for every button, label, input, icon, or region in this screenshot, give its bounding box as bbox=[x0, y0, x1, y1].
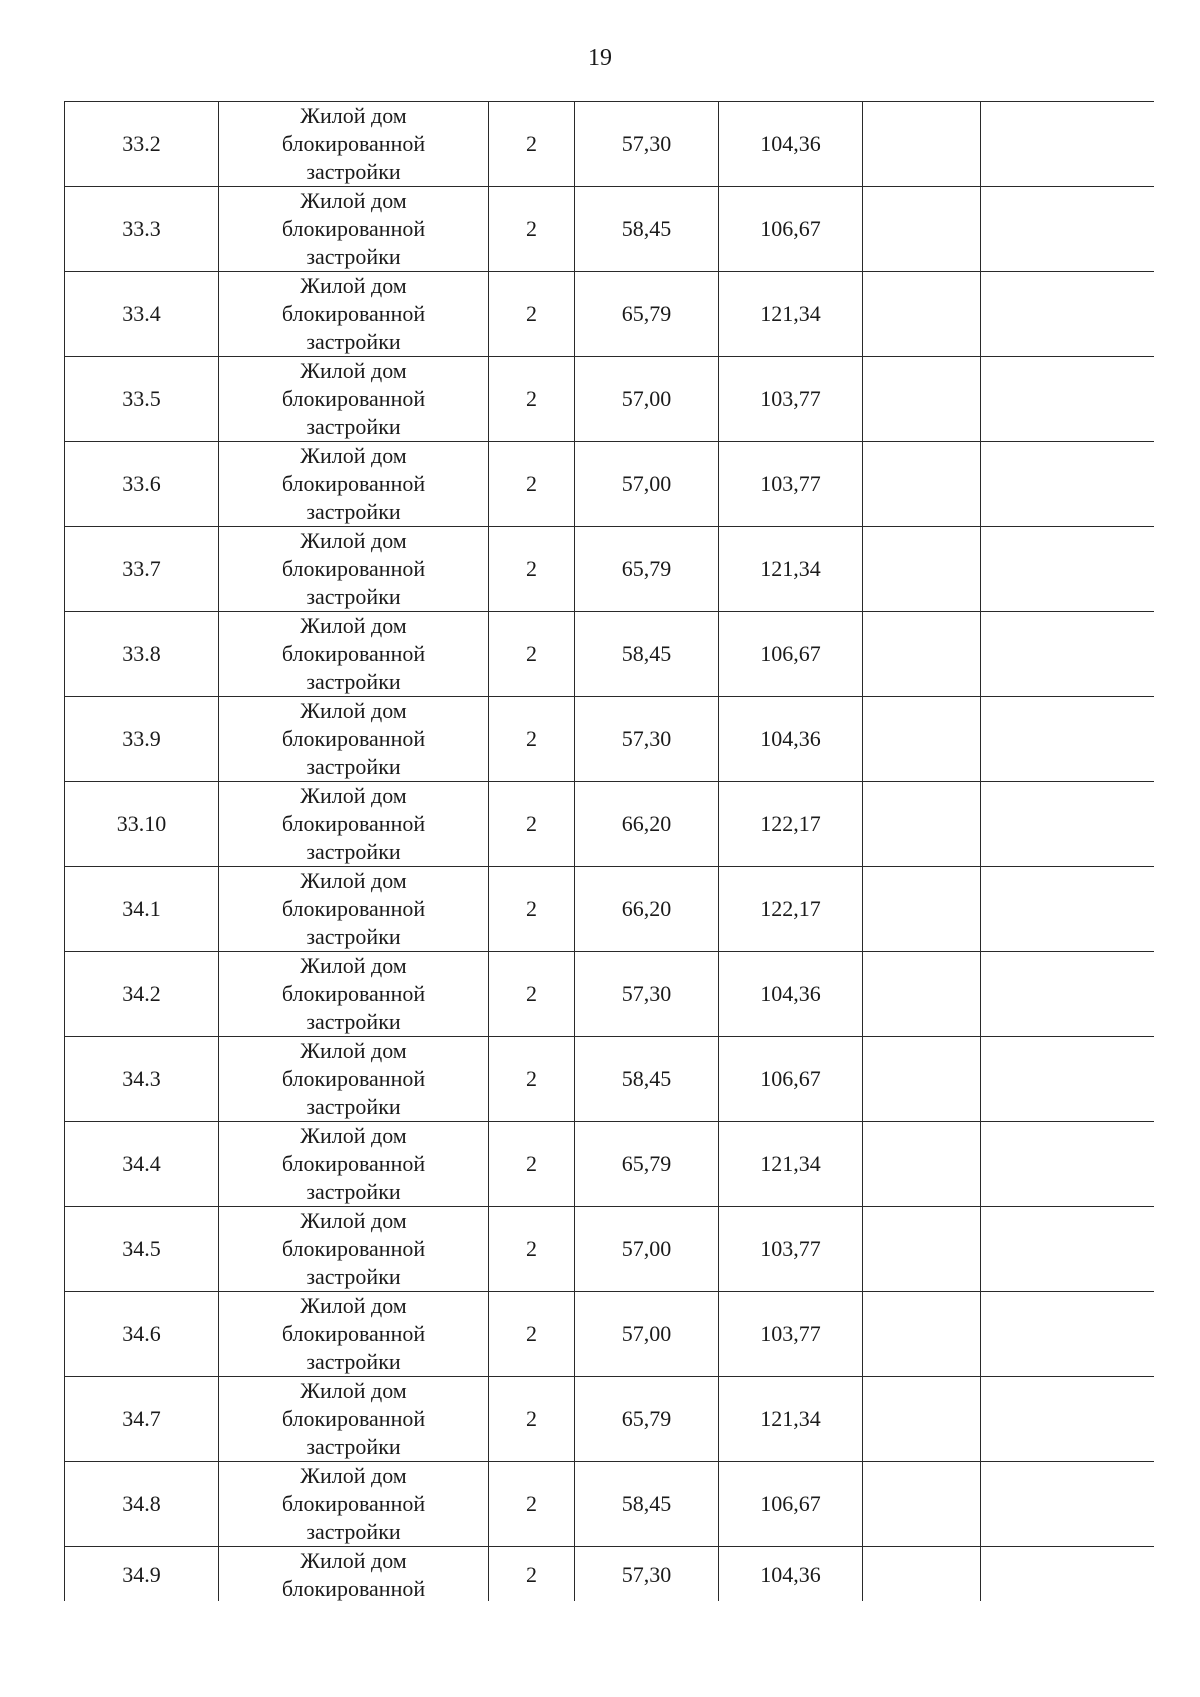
cell-area-1: 66,20 bbox=[575, 867, 719, 952]
cell-empty-6 bbox=[863, 1547, 981, 1602]
cell-number: 33.5 bbox=[65, 357, 219, 442]
cell-area-1: 57,00 bbox=[575, 357, 719, 442]
cell-empty-7 bbox=[981, 187, 1155, 272]
cell-empty-6 bbox=[863, 1377, 981, 1462]
table-row bbox=[65, 357, 1155, 442]
cell-number: 34.8 bbox=[65, 1462, 219, 1547]
cell-empty-7 bbox=[981, 1207, 1155, 1292]
cell-floors: 2 bbox=[489, 612, 575, 697]
cell-empty-6 bbox=[863, 612, 981, 697]
cell-empty-6 bbox=[863, 1292, 981, 1377]
object-name-line: блокированной bbox=[281, 471, 426, 496]
cell-object-name bbox=[219, 697, 489, 782]
cell-empty-7 bbox=[981, 1547, 1155, 1602]
cell-area-1: 65,79 bbox=[575, 272, 719, 357]
object-name-line: Жилой дом bbox=[300, 273, 407, 298]
cell-area-1: 58,45 bbox=[575, 612, 719, 697]
cell-object-name bbox=[219, 782, 489, 867]
page-number: 19 bbox=[588, 45, 612, 71]
cell-area-2: 122,17 bbox=[719, 782, 863, 867]
cell-area-2: 121,34 bbox=[719, 1377, 863, 1462]
object-name-line: застройки bbox=[306, 584, 401, 609]
object-name-line: блокированной bbox=[281, 1151, 426, 1176]
cell-floors: 2 bbox=[489, 1547, 575, 1602]
cell-area-2: 106,67 bbox=[719, 1462, 863, 1547]
object-name-line: Жилой дом bbox=[300, 1378, 407, 1403]
cell-empty-6 bbox=[863, 187, 981, 272]
object-name-line: застройки bbox=[306, 1434, 401, 1459]
cell-area-1: 57,00 bbox=[575, 1292, 719, 1377]
cell-area-2: 103,77 bbox=[719, 442, 863, 527]
cell-empty-6 bbox=[863, 1207, 981, 1292]
cell-empty-7 bbox=[981, 1037, 1155, 1122]
cell-number: 34.9 bbox=[65, 1547, 219, 1602]
cell-area-2: 121,34 bbox=[719, 1122, 863, 1207]
object-name-line: блокированной bbox=[281, 1406, 426, 1431]
cell-object-name bbox=[219, 187, 489, 272]
cell-area-2: 122,17 bbox=[719, 867, 863, 952]
table-row bbox=[65, 442, 1155, 527]
cell-area-1: 57,30 bbox=[575, 102, 719, 187]
cell-area-2: 106,67 bbox=[719, 1037, 863, 1122]
cell-number: 34.4 bbox=[65, 1122, 219, 1207]
cell-floors: 2 bbox=[489, 867, 575, 952]
object-name-line: блокированной bbox=[281, 301, 426, 326]
object-name-line: блокированной bbox=[281, 1491, 426, 1516]
cell-area-2: 104,36 bbox=[719, 1547, 863, 1602]
object-name-line: блокированной bbox=[281, 216, 426, 241]
table-row bbox=[65, 1547, 1155, 1602]
cell-area-1: 65,79 bbox=[575, 1377, 719, 1462]
cell-number: 34.2 bbox=[65, 952, 219, 1037]
table-row bbox=[65, 187, 1155, 272]
cell-object-name bbox=[219, 527, 489, 612]
object-name-line: застройки bbox=[306, 499, 401, 524]
object-name-line: застройки bbox=[306, 839, 401, 864]
table-row bbox=[65, 527, 1155, 612]
object-name-line: блокированной bbox=[281, 811, 426, 836]
cell-empty-6 bbox=[863, 527, 981, 612]
cell-empty-6 bbox=[863, 442, 981, 527]
object-name-line: застройки bbox=[306, 1264, 401, 1289]
cell-area-1: 65,79 bbox=[575, 1122, 719, 1207]
object-name-line: застройки bbox=[306, 1009, 401, 1034]
cell-object-name bbox=[219, 1547, 489, 1602]
cell-object-name bbox=[219, 1292, 489, 1377]
cell-area-1: 57,00 bbox=[575, 1207, 719, 1292]
cell-empty-6 bbox=[863, 952, 981, 1037]
object-name-line: блокированной bbox=[281, 131, 426, 156]
object-name-line: застройки bbox=[306, 1094, 401, 1119]
object-name-line: блокированной bbox=[281, 896, 426, 921]
cell-object-name bbox=[219, 272, 489, 357]
table-body bbox=[65, 102, 1155, 1602]
cell-number: 34.1 bbox=[65, 867, 219, 952]
cell-number: 34.7 bbox=[65, 1377, 219, 1462]
cell-floors: 2 bbox=[489, 102, 575, 187]
cell-empty-7 bbox=[981, 102, 1155, 187]
cell-empty-7 bbox=[981, 952, 1155, 1037]
object-name-line: блокированной bbox=[281, 981, 426, 1006]
cell-area-1: 58,45 bbox=[575, 1037, 719, 1122]
table-row bbox=[65, 782, 1155, 867]
table-row bbox=[65, 1122, 1155, 1207]
object-name-line: Жилой дом bbox=[300, 1463, 407, 1488]
table-row bbox=[65, 697, 1155, 782]
cell-area-1: 57,30 bbox=[575, 697, 719, 782]
object-name-line: застройки bbox=[306, 329, 401, 354]
cell-empty-7 bbox=[981, 782, 1155, 867]
cell-empty-7 bbox=[981, 442, 1155, 527]
object-name-line: блокированной bbox=[281, 556, 426, 581]
object-name-line: застройки bbox=[306, 1349, 401, 1374]
object-name-line: Жилой дом bbox=[300, 1208, 407, 1233]
cell-area-2: 104,36 bbox=[719, 952, 863, 1037]
object-name-line: застройки bbox=[306, 244, 401, 269]
buildings-table bbox=[64, 101, 1154, 1601]
cell-number: 33.2 bbox=[65, 102, 219, 187]
cell-area-2: 103,77 bbox=[719, 1292, 863, 1377]
object-name-line: Жилой дом bbox=[300, 528, 407, 553]
cell-empty-7 bbox=[981, 1122, 1155, 1207]
cell-object-name bbox=[219, 1122, 489, 1207]
object-name-line: Жилой дом bbox=[300, 698, 407, 723]
cell-area-1: 57,30 bbox=[575, 952, 719, 1037]
object-name-line: Жилой дом bbox=[300, 1548, 407, 1573]
cell-object-name bbox=[219, 952, 489, 1037]
cell-area-2: 121,34 bbox=[719, 272, 863, 357]
cell-floors: 2 bbox=[489, 527, 575, 612]
cell-object-name bbox=[219, 1037, 489, 1122]
table-row bbox=[65, 952, 1155, 1037]
cell-empty-7 bbox=[981, 272, 1155, 357]
object-name-line: Жилой дом bbox=[300, 443, 407, 468]
cell-area-1: 57,30 bbox=[575, 1547, 719, 1602]
cell-object-name bbox=[219, 102, 489, 187]
cell-number: 33.6 bbox=[65, 442, 219, 527]
cell-empty-6 bbox=[863, 1462, 981, 1547]
cell-floors: 2 bbox=[489, 1207, 575, 1292]
object-name-line: Жилой дом bbox=[300, 613, 407, 638]
object-name-line: блокированной bbox=[281, 1321, 426, 1346]
cell-empty-7 bbox=[981, 1377, 1155, 1462]
object-name-line: блокированной bbox=[281, 726, 426, 751]
cell-number: 33.3 bbox=[65, 187, 219, 272]
cell-number: 33.4 bbox=[65, 272, 219, 357]
table-row bbox=[65, 612, 1155, 697]
cell-area-1: 58,45 bbox=[575, 1462, 719, 1547]
object-name-line: блокированной bbox=[281, 1066, 426, 1091]
cell-floors: 2 bbox=[489, 782, 575, 867]
cell-empty-6 bbox=[863, 782, 981, 867]
table-row bbox=[65, 1207, 1155, 1292]
cell-floors: 2 bbox=[489, 697, 575, 782]
cell-floors: 2 bbox=[489, 272, 575, 357]
cell-object-name bbox=[219, 1377, 489, 1462]
object-name-line: Жилой дом bbox=[300, 1293, 407, 1318]
cell-area-1: 65,79 bbox=[575, 527, 719, 612]
cell-empty-7 bbox=[981, 697, 1155, 782]
cell-area-2: 103,77 bbox=[719, 1207, 863, 1292]
cell-object-name bbox=[219, 612, 489, 697]
table-row bbox=[65, 1037, 1155, 1122]
cell-empty-6 bbox=[863, 697, 981, 782]
cell-empty-6 bbox=[863, 102, 981, 187]
cell-number: 33.9 bbox=[65, 697, 219, 782]
object-name-line: застройки bbox=[306, 1179, 401, 1204]
object-name-line: Жилой дом bbox=[300, 868, 407, 893]
cell-empty-7 bbox=[981, 612, 1155, 697]
table-row bbox=[65, 1462, 1155, 1547]
object-name-line: Жилой дом bbox=[300, 1123, 407, 1148]
buildings-table-wrapper bbox=[64, 101, 1154, 1601]
table-row bbox=[65, 102, 1155, 187]
cell-number: 34.3 bbox=[65, 1037, 219, 1122]
cell-number: 33.7 bbox=[65, 527, 219, 612]
cell-floors: 2 bbox=[489, 1122, 575, 1207]
object-name-line: Жилой дом bbox=[300, 1038, 407, 1063]
object-name-line: Жилой дом bbox=[300, 783, 407, 808]
cell-floors: 2 bbox=[489, 187, 575, 272]
object-name-line: застройки bbox=[306, 414, 401, 439]
cell-object-name bbox=[219, 1207, 489, 1292]
cell-area-2: 104,36 bbox=[719, 697, 863, 782]
object-name-line: Жилой дом bbox=[300, 103, 407, 128]
object-name-line: Жилой дом bbox=[300, 188, 407, 213]
cell-empty-6 bbox=[863, 272, 981, 357]
object-name-line: Жилой дом bbox=[300, 953, 407, 978]
cell-area-2: 104,36 bbox=[719, 102, 863, 187]
cell-object-name bbox=[219, 1462, 489, 1547]
cell-empty-7 bbox=[981, 1292, 1155, 1377]
object-name-line: застройки bbox=[306, 754, 401, 779]
cell-floors: 2 bbox=[489, 1292, 575, 1377]
cell-floors: 2 bbox=[489, 952, 575, 1037]
cell-object-name bbox=[219, 867, 489, 952]
cell-area-2: 106,67 bbox=[719, 187, 863, 272]
table-row bbox=[65, 1292, 1155, 1377]
table-row bbox=[65, 272, 1155, 357]
cell-area-1: 66,20 bbox=[575, 782, 719, 867]
cell-object-name bbox=[219, 442, 489, 527]
cell-area-1: 57,00 bbox=[575, 442, 719, 527]
cell-floors: 2 bbox=[489, 357, 575, 442]
cell-empty-6 bbox=[863, 357, 981, 442]
object-name-line: Жилой дом bbox=[300, 358, 407, 383]
cell-area-2: 121,34 bbox=[719, 527, 863, 612]
cell-area-2: 106,67 bbox=[719, 612, 863, 697]
cell-empty-7 bbox=[981, 867, 1155, 952]
cell-floors: 2 bbox=[489, 1037, 575, 1122]
object-name-line: блокированной bbox=[281, 1236, 426, 1261]
cell-number: 33.10 bbox=[65, 782, 219, 867]
cell-empty-7 bbox=[981, 357, 1155, 442]
cell-number: 33.8 bbox=[65, 612, 219, 697]
cell-empty-6 bbox=[863, 1037, 981, 1122]
cell-number: 34.5 bbox=[65, 1207, 219, 1292]
table-row bbox=[65, 867, 1155, 952]
object-name-line: блокированной bbox=[281, 386, 426, 411]
object-name-line: застройки bbox=[306, 924, 401, 949]
cell-floors: 2 bbox=[489, 1377, 575, 1462]
object-name-line: застройки bbox=[306, 669, 401, 694]
object-name-line: застройки bbox=[306, 1519, 401, 1544]
table-row bbox=[65, 1377, 1155, 1462]
cell-area-1: 58,45 bbox=[575, 187, 719, 272]
cell-empty-6 bbox=[863, 867, 981, 952]
object-name-line: блокированной bbox=[281, 641, 426, 666]
cell-empty-6 bbox=[863, 1122, 981, 1207]
object-name-line: застройки bbox=[306, 159, 401, 184]
cell-area-2: 103,77 bbox=[719, 357, 863, 442]
cell-object-name bbox=[219, 357, 489, 442]
cell-floors: 2 bbox=[489, 442, 575, 527]
cell-floors: 2 bbox=[489, 1462, 575, 1547]
cell-number: 34.6 bbox=[65, 1292, 219, 1377]
object-name-line: блокированной bbox=[281, 1576, 426, 1601]
cell-empty-7 bbox=[981, 527, 1155, 612]
cell-empty-7 bbox=[981, 1462, 1155, 1547]
